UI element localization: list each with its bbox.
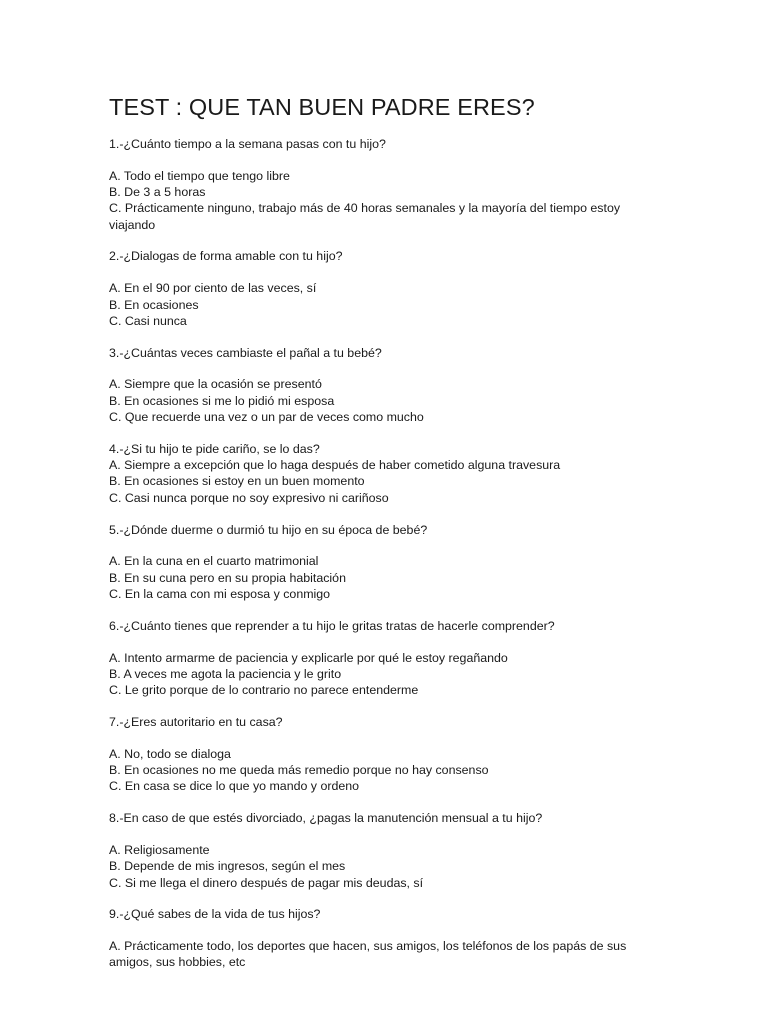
question-3	[109, 345, 649, 426]
question-text: 3.-¿Cuántas veces cambiaste el pañal a tu bebé?	[109, 345, 382, 360]
option-b: B. En ocasiones si estoy en un buen momento	[109, 474, 365, 489]
option-c: C. En la cama con mi esposa y conmigo	[109, 586, 331, 601]
question-text: 6.-¿Cuánto tienes que reprender a tu hijo le gritas tratas de hacerle comprender?	[109, 618, 555, 633]
question-1	[109, 136, 649, 233]
option-a: A. Intento armarme de paciencia y explicarle por qué le estoy regañando	[109, 650, 508, 665]
option-b: B. De 3 a 5 horas	[109, 185, 206, 200]
option-c: C. Que recuerde una vez o un par de veces como mucho	[109, 410, 424, 425]
option-a: A. En el 90 por ciento de las veces, sí	[109, 281, 317, 296]
question-4	[109, 441, 649, 506]
option-c: C. En casa se dice lo que yo mando y ordeno	[109, 779, 360, 794]
question-text: 2.-¿Dialogas de forma amable con tu hijo?	[109, 249, 343, 264]
question-text: 7.-¿Eres autoritario en tu casa?	[109, 714, 283, 729]
question-text: 9.-¿Qué sabes de la vida de tus hijos?	[109, 907, 321, 922]
option-b: B. A veces me agota la paciencia y le grito	[109, 666, 342, 681]
option-a: A. Siempre que la ocasión se presentó	[109, 377, 322, 392]
option-c: C. Le grito porque de lo contrario no parece entenderme	[109, 683, 419, 698]
question-6	[109, 618, 649, 699]
question-text: 4.-¿Si tu hijo te pide cariño, se lo das?	[109, 441, 320, 456]
option-a: A. Prácticamente todo, los deportes que hacen, sus amigos, los teléfonos de los papás de sus amigos, sus hobbies, etc	[109, 939, 627, 970]
question-8	[109, 810, 649, 891]
option-a: A. Todo el tiempo que tengo libre	[109, 168, 290, 183]
option-b: B. En ocasiones no me queda más remedio porque no hay consenso	[109, 763, 489, 778]
question-7	[109, 714, 649, 795]
question-list	[109, 136, 649, 986]
option-b: B. Depende de mis ingresos, según el mes	[109, 859, 346, 874]
document-title: TEST : QUE TAN BUEN PADRE ERES?	[109, 94, 535, 120]
option-c: C. Si me llega el dinero después de pagar mis deudas, sí	[109, 875, 424, 890]
option-c: C. Prácticamente ninguno, trabajo más de 40 horas semanales y la mayoría del tiempo estoy viajando	[109, 201, 621, 232]
option-a: A. En la cuna en el cuarto matrimonial	[109, 554, 319, 569]
question-text: 5.-¿Dónde duerme o durmió tu hijo en su época de bebé?	[109, 522, 428, 537]
option-b: B. En ocasiones si me lo pidió mi esposa	[109, 393, 335, 408]
option-a: A. Religiosamente	[109, 842, 210, 857]
option-c: C. Casi nunca porque no soy expresivo ni cariñoso	[109, 490, 389, 505]
question-5	[109, 522, 649, 603]
question-text: 8.-En caso de que estés divorciado, ¿pagas la manutención mensual a tu hijo?	[109, 811, 543, 826]
question-text: 1.-¿Cuánto tiempo a la semana pasas con tu hijo?	[109, 137, 386, 151]
option-b: B. En su cuna pero en su propia habitación	[109, 570, 346, 585]
option-a: A. Siempre a excepción que lo haga después de haber cometido alguna travesura	[109, 458, 561, 473]
question-2	[109, 248, 649, 329]
option-c: C. Casi nunca	[109, 313, 187, 328]
option-b: B. En ocasiones	[109, 297, 199, 312]
option-a: A. No, todo se dialoga	[109, 746, 231, 761]
question-9	[109, 906, 649, 970]
